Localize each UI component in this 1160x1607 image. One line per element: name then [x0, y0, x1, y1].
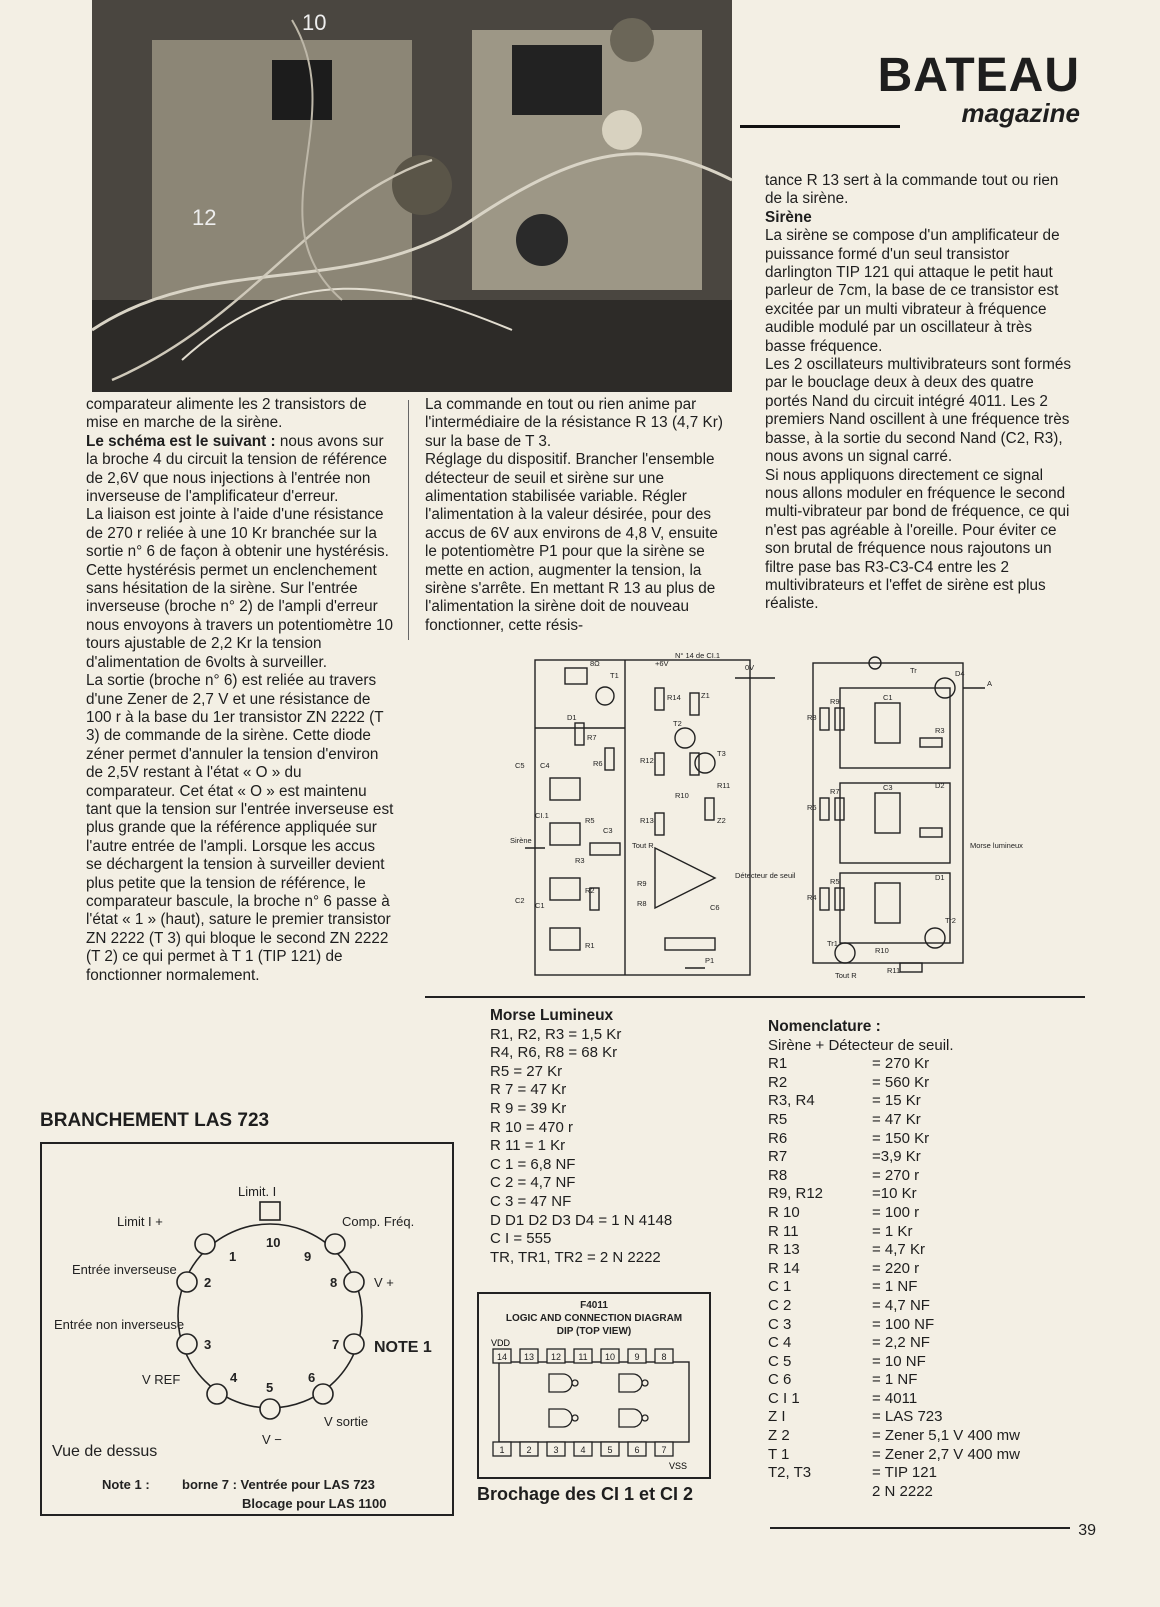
sch-left-label-c2: C2 — [515, 896, 525, 905]
las723-pin9-num: 9 — [304, 1249, 312, 1264]
sch-left-label-r6: R6 — [593, 759, 603, 768]
sch-left-label-6v: +6V — [655, 659, 669, 668]
sch-left-label-t2: T2 — [673, 719, 682, 728]
nomenclature-row: C 6 = 1 NF — [768, 1371, 918, 1389]
sch-right-label-r9: R9 — [830, 697, 840, 706]
sch-right-label-tr: Tr — [910, 666, 917, 675]
page-number: 39 — [1078, 1522, 1096, 1539]
las723-pin4-label: V REF — [142, 1372, 181, 1387]
nomenclature-row: T2, T3 = TIP 121 — [768, 1464, 937, 1482]
morse-item: R5 = 27 Kr — [490, 1062, 563, 1080]
nomenclature-row: Z 2 = Zener 5,1 V 400 mw — [768, 1427, 1020, 1445]
las723-pin3-label: Entrée non inverseuse — [54, 1317, 185, 1332]
nomenclature-row: R 14 = 220 r — [768, 1259, 920, 1277]
f4011-pin-top: 9 — [634, 1352, 640, 1362]
nomenclature-row: R2 = 560 Kr — [768, 1073, 930, 1091]
col1-para-3: La liaison est jointe à l'aide d'une résistance de 270 r reliée à une 10 Kr branchée sur la sortie n° 6 de façon à obtenir une hystérésis. — [86, 506, 389, 561]
col1-para-5: La sortie (broche n° 6) est reliée au travers d'une Zener de 2,7 V et une résistance de 100 r à la base du 1er transistor ZN 2222 (T 3) de commande de la sirène. Cette diode zéner permet d'annuler la tension d'environ de 2,5V restant à l'état « O » du comparateur. Cet état « O » est maintenu tant que la tension sur l'entrée inverseuse est plus grande que la référence appliquée sur l'autre entrée de l'ampli. Lorsque les accus se déchargent la tension à surveiller devient plus petite que la tension de référence, le comparateur bascule, la broche n° 6 passe à l'état « 1 » (haut), sature le premier transistor ZN 2222 (T 3) qui bloque le second ZN 2222 (T 2) ce qui permet à T 1 (TIP 121) de fonctionner normalement. — [86, 672, 394, 984]
nomenclature-row: R9, R12 =10 Kr — [768, 1185, 917, 1203]
sch-right-label-d2: D2 — [935, 781, 945, 790]
las723-pin9-label: Comp. Fréq. — [342, 1214, 415, 1229]
sch-right-label-r4: R4 — [807, 893, 817, 902]
nomenclature-row: R 13 = 4,7 Kr — [768, 1241, 925, 1259]
sch-left-label-r12: R12 — [640, 756, 654, 765]
sch-left-label-r13: R13 — [640, 816, 654, 825]
sch-right-label-r10: R10 — [875, 946, 889, 955]
sch-left-label-hp: 8Ω — [590, 659, 600, 668]
morse-component-list — [490, 1007, 740, 1267]
sch-right-label-a: A — [987, 679, 993, 688]
las723-note-line2: Blocage pour LAS 1100 — [242, 1496, 387, 1511]
nomenclature-subtitle: Sirène + Détecteur de seuil. — [768, 1036, 954, 1054]
las723-pin2-label: Entrée inverseuse — [72, 1262, 177, 1277]
col3-heading-sirene: Sirène — [765, 208, 812, 226]
col3-para-3: Les 2 oscillateurs multivibrateurs sont formés par le bouclage deux à deux des quatre portés Nand du circuit intégré 4011. Les 2 premiers Nand oscillent à une fréquence très basse, à la sortie du second Nand (C2, R3), nous avons un signal carré. — [765, 356, 1072, 466]
brand-sub: magazine — [961, 98, 1080, 128]
f4011-pin-bottom: 6 — [634, 1445, 640, 1455]
sch-left-label-sirene: Sirène — [510, 836, 532, 845]
las723-pin1-label: Limit I + — [117, 1214, 163, 1229]
brand-rule — [740, 125, 900, 128]
column-divider — [408, 400, 409, 640]
sch-right-label-r3: R3 — [935, 726, 945, 735]
sch-left-label-c3: C3 — [603, 826, 613, 835]
sch-right-label-tr1: Tr1 — [827, 939, 838, 948]
las723-pin8-label: V + — [374, 1275, 394, 1290]
las723-pin2-num: 2 — [204, 1275, 212, 1290]
nomenclature-title: Nomenclature : — [768, 1018, 881, 1035]
sch-left-label-p1: P1 — [705, 956, 715, 965]
f4011-pin-top: 12 — [550, 1352, 562, 1362]
morse-item: TR, TR1, TR2 = 2 N 2222 — [490, 1248, 661, 1266]
las723-pin5-label: V − — [262, 1432, 282, 1447]
sch-left-label-pin14: N° 14 de CI.1 — [675, 651, 721, 660]
sch-right-label-r11: R11 — [887, 966, 901, 975]
sch-right-label-c1: C1 — [883, 693, 893, 702]
morse-item: R4, R6, R8 = 68 Kr — [490, 1044, 618, 1062]
nomenclature-row: R 10 = 100 r — [768, 1203, 920, 1221]
sch-left-label-r3: R3 — [575, 856, 585, 865]
f4011-title-3: DIP (TOP VIEW) — [556, 1326, 632, 1337]
sch-left-label-c1: C1 — [535, 901, 545, 910]
morse-item: R 11 = 1 Kr — [490, 1137, 566, 1155]
col2-para-2: Réglage du dispositif. Brancher l'ensemble détecteur de seuil et sirène sur une alimentation stabilisée variable. Régler l'alimentation à la valeur désirée, pour des accus de 6V aux environs de 4,8 V, ensuite le potentiomètre P1 pour que la sirène se mette en action, augmenter la tension, la sirène s'arrête. En mettant R 13 au plus de l'alimentation la sirène doit de nouveau fonctionner, cette résis- — [425, 451, 718, 634]
f4011-pin-top: 8 — [661, 1352, 667, 1362]
sch-left-label-t3: T3 — [717, 749, 726, 758]
sch-right-label-d4: D4 — [955, 669, 965, 678]
col3-para-2: La sirène se compose d'un amplificateur de puissance formé d'un seul transistor darlington TIP 121 qui attaque le petit haut parleur de 7cm, la base de ce transistor est excitée par un multi vibrateur à fréquence audible modulé par un oscillateur à très basse fréquence. — [765, 227, 1060, 355]
sch-left-label-r5: R5 — [585, 816, 595, 825]
sch-right-label-d1: D1 — [935, 873, 945, 882]
col1-para-2: Le schéma est le suivant : nous avons sur la broche 4 du circuit la tension de référence de 2,6V que nous injections à l'entrée non inverseuse de l'amplificateur d'erreur. — [86, 432, 388, 506]
nomenclature-list — [768, 1018, 1088, 1501]
sch-left-label-r9: R9 — [637, 879, 647, 888]
f4011-pin-top: 13 — [523, 1352, 535, 1362]
las723-pin7-label: NOTE 1 — [374, 1339, 432, 1356]
siren-detector-schematic — [505, 648, 796, 988]
nomenclature-row: C 3 = 100 NF — [768, 1315, 935, 1333]
nomenclature-row: C I 1 = 4011 — [768, 1389, 918, 1407]
sch-left-label-r1: R1 — [585, 941, 595, 950]
f4011-pin-bottom: 4 — [580, 1445, 586, 1455]
brand-name: BATEAU — [877, 49, 1080, 102]
sch-left-label-c4: C4 — [540, 761, 550, 770]
sch-left-label-r8: R8 — [637, 899, 647, 908]
circuit-board-photo — [92, 0, 732, 392]
sch-left-label-ci1: CI.1 — [535, 811, 549, 820]
las723-pin4-num: 4 — [230, 1370, 238, 1385]
las723-pin5-num: 5 — [266, 1380, 274, 1395]
footer-rule — [770, 1527, 1070, 1529]
morse-item: C 2 = 4,7 NF — [490, 1174, 576, 1192]
nomenclature-row: R 11 = 1 Kr — [768, 1222, 913, 1240]
sch-left-label-c5: C5 — [515, 761, 525, 770]
las723-title: BRANCHEMENT LAS 723 — [40, 1110, 270, 1131]
section-rule — [425, 996, 1085, 998]
sch-right-label-r8: R8 — [807, 713, 817, 722]
sch-right-label-c3: C3 — [883, 783, 893, 792]
morse-item: R1, R2, R3 = 1,5 Kr — [490, 1025, 622, 1043]
f4011-caption: Brochage des CI 1 et CI 2 — [477, 1484, 694, 1504]
text-column-1 — [86, 396, 394, 985]
nomenclature-row: R5 = 47 Kr — [768, 1110, 921, 1128]
las723-note-label: Note 1 : — [102, 1477, 150, 1492]
morse-item: R 10 = 470 r — [490, 1118, 573, 1136]
f4011-pin-bottom: 5 — [607, 1445, 613, 1455]
f4011-title-2: LOGIC AND CONNECTION DIAGRAM — [505, 1313, 683, 1324]
photo-label-10: 10 — [302, 10, 327, 35]
sch-left-label-r7: R7 — [587, 733, 597, 742]
morse-schematic — [805, 648, 1023, 988]
f4011-pin-top: 11 — [578, 1352, 588, 1362]
sch-right-label-r7: R7 — [830, 787, 840, 796]
sch-left-label-z2: Z2 — [717, 816, 726, 825]
morse-item: C I = 555 — [490, 1230, 552, 1248]
sch-left-label-t1: T1 — [610, 671, 619, 680]
col2-para-1: La commande en tout ou rien anime par l'intermédiaire de la résistance R 13 (4,7 Kr) sur la base de T 3. — [425, 396, 723, 450]
photo-label-12: 12 — [192, 205, 217, 230]
las723-pin10-num: 10 — [266, 1235, 281, 1250]
sch-right-label-r5: R5 — [830, 877, 840, 886]
las723-pin1-num: 1 — [229, 1249, 237, 1264]
las723-pin6-label: V sortie — [324, 1414, 369, 1429]
morse-item: C 1 = 6,8 NF — [490, 1155, 576, 1173]
nand-gates — [549, 1374, 648, 1427]
las723-pin3-num: 3 — [204, 1337, 212, 1352]
las723-pin8-num: 8 — [330, 1275, 338, 1290]
nomenclature-row: R7 =3,9 Kr — [768, 1148, 921, 1166]
f4011-pin-bottom: 2 — [526, 1445, 532, 1455]
sch-left-label-0v: 0V — [745, 663, 755, 672]
sch-left-label-d1: D1 — [567, 713, 577, 722]
nomenclature-row: R6 = 150 Kr — [768, 1129, 930, 1147]
f4011-title-1: F4011 — [580, 1300, 608, 1311]
nomenclature-row: R3, R4 = 15 Kr — [768, 1092, 921, 1110]
col1-para-1: comparateur alimente les 2 transistors de mise en marche de la sirène. — [86, 396, 367, 432]
nomenclature-row: C 5 = 10 NF — [768, 1352, 926, 1370]
morse-title: Morse Lumineux — [490, 1007, 614, 1024]
nomenclature-row: T 1 = Zener 2,7 V 400 mw — [768, 1445, 1020, 1463]
nomenclature-row: 2 N 2222 — [872, 1482, 933, 1500]
nomenclature-row: R1 = 270 Kr — [768, 1055, 930, 1073]
las723-view-label: Vue de dessus — [52, 1443, 158, 1460]
las723-note-line1: borne 7 : Ventrée pour LAS 723 — [182, 1477, 375, 1492]
nomenclature-row: C 2 = 4,7 NF — [768, 1296, 930, 1314]
f4011-diagram-box — [477, 1292, 711, 1479]
nomenclature-row: C 1 = 1 NF — [768, 1278, 918, 1296]
f4011-pin-bottom: 1 — [499, 1445, 505, 1455]
f4011-pin-bottom: 3 — [553, 1445, 559, 1455]
morse-item: R 7 = 47 Kr — [490, 1081, 567, 1099]
sch-right-label-r6: R6 — [807, 803, 817, 812]
las723-pinout-box — [40, 1142, 454, 1516]
brand-logo — [877, 49, 1080, 128]
las723-pin6-num: 6 — [308, 1370, 316, 1385]
sch-left-label-tout-r: Tout R — [632, 841, 654, 850]
f4011-pin-bottom: 7 — [661, 1445, 667, 1455]
f4011-pin-top: 14 — [496, 1352, 508, 1362]
morse-item: R 9 = 39 Kr — [490, 1099, 567, 1117]
sch-left-label-c6: C6 — [710, 903, 720, 912]
text-column-2 — [425, 396, 733, 635]
col3-para-1: tance R 13 sert à la commande tout ou rien de la sirène. — [765, 172, 1059, 208]
text-column-3 — [765, 172, 1077, 614]
sch-left-label-r14: R14 — [667, 693, 681, 702]
nomenclature-row: C 4 = 2,2 NF — [768, 1334, 930, 1352]
sch-right-label-tout-r: Tout R — [835, 971, 857, 980]
col3-para-4: Si nous appliquons directement ce signal nous allons moduler en fréquence le second multi-vibrateur par bond de fréquence, ce qui n'est pas agréable à l'oreille. Pour éviter ce son brutal de fréquence nous rajoutons un filtre pase bas R3-C3-C4 entre les 2 multivibrateurs et l'effet de sirène est plus réaliste. — [765, 466, 1070, 613]
sch-left-label-r10: R10 — [675, 791, 689, 800]
f4011-vss: VSS — [669, 1461, 688, 1471]
sch-left-label-r11: R11 — [717, 781, 731, 790]
sch-right-label-tr2: Tr2 — [945, 916, 956, 925]
sch-left-label-z1: Z1 — [701, 691, 710, 700]
las723-pin7-num: 7 — [332, 1337, 340, 1352]
morse-item: C 3 = 47 NF — [490, 1192, 572, 1210]
las723-pin10-label: Limit. I — [238, 1184, 277, 1199]
sch-right-label-morse: Morse lumineux — [970, 841, 1023, 850]
sch-left-label-detecteur: Détecteur de seuil — [735, 871, 796, 880]
f4011-pin-top: 10 — [604, 1352, 616, 1362]
nomenclature-row: R8 = 270 r — [768, 1166, 920, 1184]
morse-item: D D1 D2 D3 D4 = 1 N 4148 — [490, 1211, 673, 1229]
col1-para-4: Cette hystérésis permet un enclenchement sans hésitation de la sirène. Sur l'entrée inverseuse (broche n° 2) de l'ampli d'erreur nous envoyons à travers un potentiomètre 10 tours ajustable de 2,2 Kr la tension d'alimentation de 6volts à surveiller. — [86, 561, 393, 671]
nomenclature-row: Z I = LAS 723 — [768, 1408, 943, 1426]
f4011-vdd: VDD — [491, 1338, 511, 1348]
sch-left-label-r2: R2 — [585, 886, 595, 895]
